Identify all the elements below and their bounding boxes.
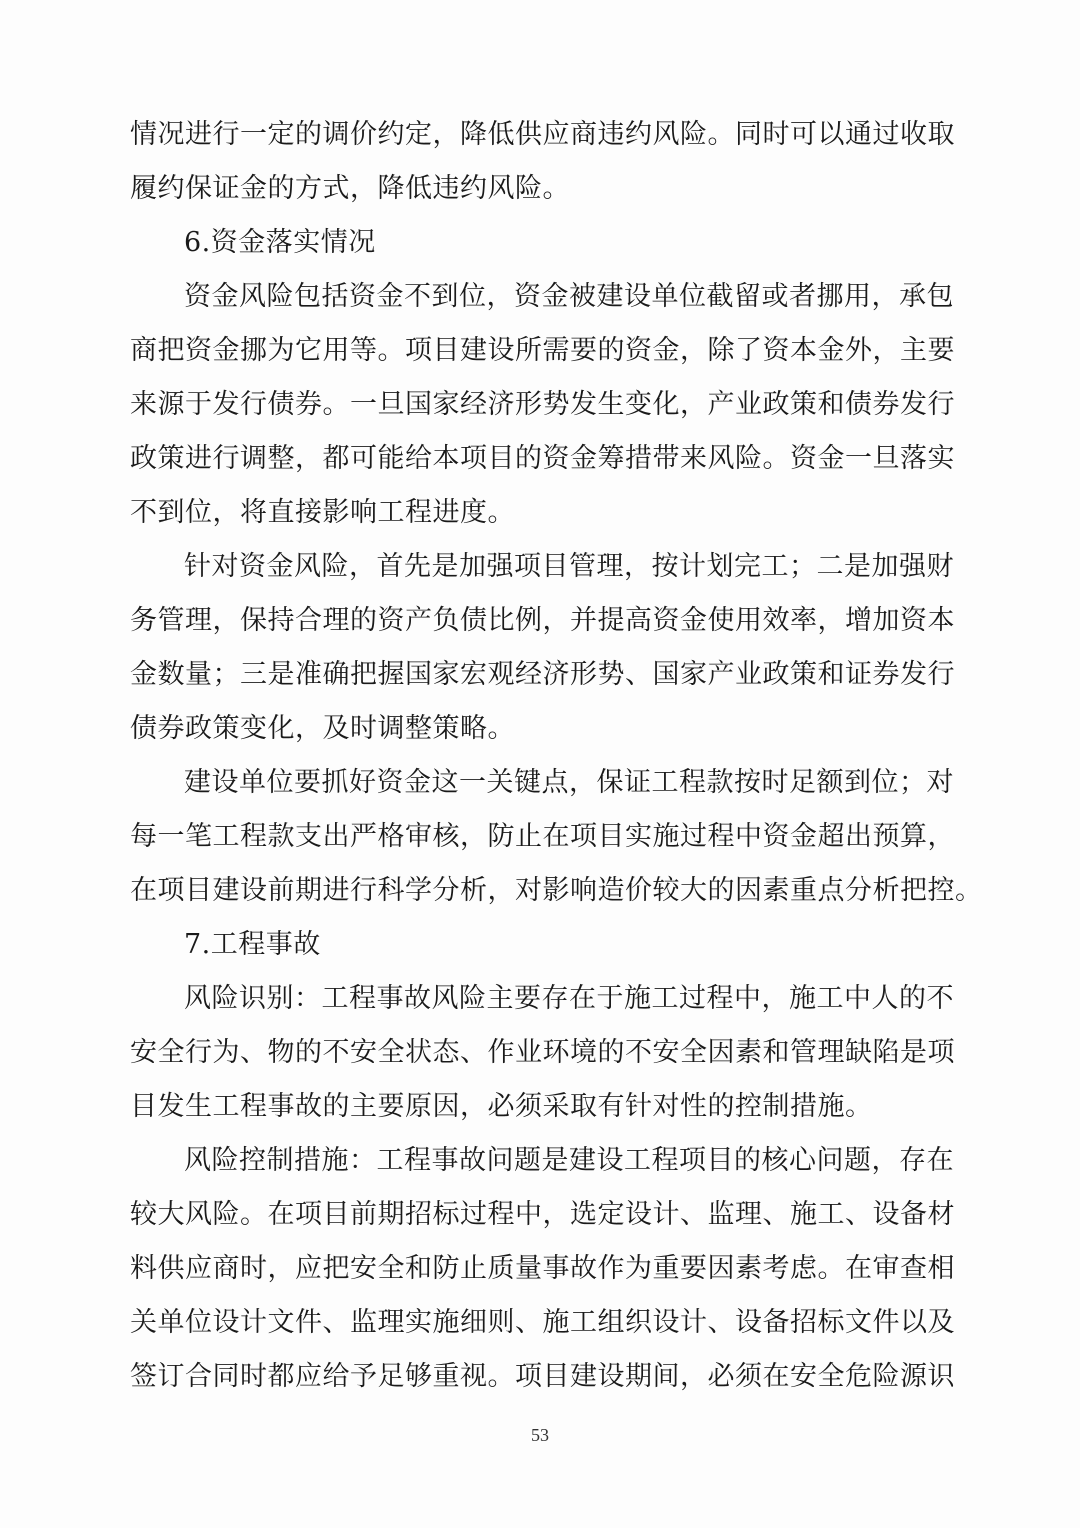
page-number: 53 (531, 1425, 549, 1445)
text-line: 在项目建设前期进行科学分析，对影响造价较大的因素重点分析把控。 (130, 875, 983, 906)
section-heading: 6.资金落实情况 (184, 227, 376, 258)
section-heading: 7.工程事故 (184, 929, 321, 960)
text-line: 每一笔工程款支出严格审核，防止在项目实施过程中资金超出预算， (130, 821, 955, 852)
text-line: 商把资金挪为它用等。项目建设所需要的资金，除了资本金外，主要 (130, 335, 955, 366)
text-line: 签订合同时都应给予足够重视。项目建设期间，必须在安全危险源识 (130, 1361, 955, 1392)
text-line: 安全行为、物的不安全状态、作业环境的不安全因素和管理缺陷是项 (130, 1037, 955, 1068)
text-line: 风险识别：工程事故风险主要存在于施工过程中，施工中人的不 (184, 983, 954, 1014)
text-line: 务管理，保持合理的资产负债比例，并提高资金使用效率，增加资本 (130, 605, 955, 636)
body-text (130, 108, 983, 1404)
text-line: 政策进行调整，都可能给本项目的资金筹措带来风险。资金一旦落实 (130, 443, 955, 474)
text-line: 建设单位要抓好资金这一关键点，保证工程款按时足额到位；对 (184, 767, 954, 798)
text-line: 风险控制措施：工程事故问题是建设工程项目的核心问题，存在 (184, 1145, 954, 1176)
text-line: 金数量；三是准确把握国家宏观经济形势、国家产业政策和证券发行 (130, 659, 955, 690)
text-line: 资金风险包括资金不到位，资金被建设单位截留或者挪用，承包 (184, 281, 954, 312)
text-line: 不到位，将直接影响工程进度。 (130, 497, 515, 528)
text-line: 较大风险。在项目前期招标过程中，选定设计、监理、施工、设备材 (130, 1199, 955, 1230)
text-line: 履约保证金的方式，降低违约风险。 (130, 173, 570, 204)
text-line: 关单位设计文件、监理实施细则、施工组织设计、设备招标文件以及 (130, 1307, 955, 1338)
text-line: 针对资金风险，首先是加强项目管理，按计划完工；二是加强财 (184, 551, 954, 582)
text-line: 目发生工程事故的主要原因，必须采取有针对性的控制措施。 (130, 1091, 873, 1122)
text-line: 来源于发行债券。一旦国家经济形势发生变化，产业政策和债券发行 (130, 389, 955, 420)
text-line: 债券政策变化，及时调整策略。 (130, 713, 515, 744)
text-line: 情况进行一定的调价约定，降低供应商违约风险。同时可以通过收取 (130, 119, 955, 150)
text-line: 料供应商时，应把安全和防止质量事故作为重要因素考虑。在审查相 (130, 1253, 955, 1284)
